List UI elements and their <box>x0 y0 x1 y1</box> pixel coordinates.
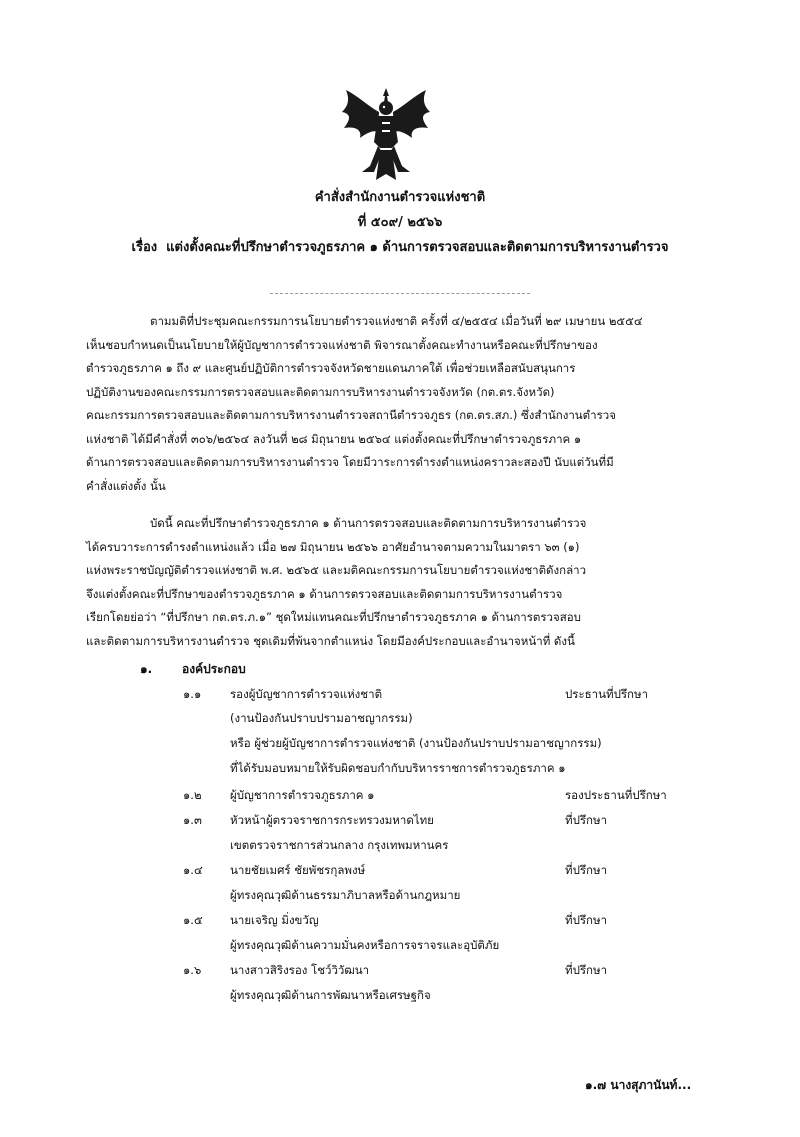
paragraph-line: แห่งชาติ ได้มีคำสั่งที่ ๓๐๖/๒๕๖๔ ลงวันที่ ๒๘ มิถุนายน ๒๕๖๔ แต่งตั้งคณะที่ปรึกษาตำรวจภูธรภาค ๑ <box>86 431 582 446</box>
member-role: ที่ปรึกษา <box>565 963 608 977</box>
member-detail: เขตตรวจราชการส่วนกลาง กรุงเทพมหานคร <box>230 838 449 852</box>
paragraph-line: คณะกรรมการตรวจสอบและติดตามการบริหารงานตำรวจสถานีตำรวจภูธร (กต.ตร.สภ.) ซึ่งสำนักงานตำรวจ <box>86 408 616 422</box>
member-number: ๑.๓ <box>183 813 202 827</box>
member-name: รองผู้บัญชาการตำรวจแห่งชาติ <box>230 687 383 701</box>
member-detail: ที่ได้รับมอบหมายให้รับผิดชอบกำกับบริหารราชการตำรวจภูธรภาค ๑ <box>230 761 566 775</box>
member-number: ๑.๑ <box>183 687 202 701</box>
page-continuation: ๑.๗ นางสุภานันท์... <box>585 1078 692 1092</box>
paragraph-line: แห่งพระราชบัญญัติตำรวจแห่งชาติ พ.ศ. ๒๕๖๕ และมติคณะกรรมการนโยบายตำรวจแห่งชาติดังกล่าว <box>86 563 587 577</box>
member-role: รองประธานที่ปรึกษา <box>565 788 667 802</box>
paragraph-line: จึงแต่งตั้งคณะที่ปรึกษาของตำรวจภูธรภาค ๑ ด้านการตรวจสอบและติดตามการบริหารงานตำรวจ <box>86 586 563 601</box>
member-detail: ผู้ทรงคุณวุฒิด้านการพัฒนาหรือเศรษฐกิจ <box>230 988 431 1002</box>
member-detail: ผู้ทรงคุณวุฒิด้านความมั่นคงหรือการจราจรและอุบัติภัย <box>230 938 500 952</box>
paragraph-background <box>86 310 706 498</box>
member-role: ประธานที่ปรึกษา <box>565 687 649 701</box>
section-title: องค์ประกอบ <box>182 662 246 676</box>
paragraph-line: ปฏิบัติงานของคณะกรรมการตรวจสอบและติดตามการบริหารงานตำรวจจังหวัด (กต.ตร.จังหวัด) <box>86 384 555 399</box>
order-title: คำสั่งสำนักงานตำรวจแห่งชาติ <box>314 190 486 205</box>
member-number: ๑.๔ <box>183 863 203 877</box>
subject-text: แต่งตั้งคณะที่ปรึกษาตำรวจภูธรภาค ๑ ด้านการตรวจสอบและติดตามการบริหารงานตำรวจ <box>166 240 669 255</box>
member-detail: หรือ ผู้ช่วยผู้บัญชาการตำรวจแห่งชาติ (งานป้องกันปราบปรามอาชญากรรม) <box>230 736 602 750</box>
separator-line <box>270 293 530 294</box>
member-name: นายเจริญ มิ่งขวัญ <box>230 913 319 927</box>
paragraph-line: เห็นชอบกำหนดเป็นนโยบายให้ผู้บัญชาการตำรวจแห่งชาติ พิจารณาตั้งคณะทำงานหรือคณะที่ปรึกษาของ <box>86 337 598 352</box>
member-name: ผู้บัญชาการตำรวจภูธรภาค ๑ <box>230 788 375 802</box>
member-name: นายชัยเมศร์ ชัยพัชรกุลพงษ์ <box>230 863 366 877</box>
order-number: ที่ ๕๐๙/ ๒๕๖๖ <box>357 215 443 230</box>
paragraph-appointment <box>86 512 706 653</box>
member-role: ที่ปรึกษา <box>565 863 608 877</box>
section-heading <box>140 660 246 679</box>
paragraph-line: คำสั่งแต่งตั้ง นั้น <box>86 478 166 493</box>
paragraph-line: เรียกโดยย่อว่า “ที่ปรึกษา กต.ตร.ภ.๑” ชุดใหม่แทนคณะที่ปรึกษาตำรวจภูธรภาค ๑ ด้านการตรวจสอบ <box>86 610 581 624</box>
member-detail: ผู้ทรงคุณวุฒิด้านธรรมาภิบาลหรือด้านกฎหมาย <box>230 888 461 902</box>
member-number: ๑.๕ <box>183 913 203 927</box>
member-name: นางสาวสิริงรอง โชว์วิวัฒนา <box>230 963 370 977</box>
member-role: ที่ปรึกษา <box>565 913 608 927</box>
paragraph-line: ตามมติที่ประชุมคณะกรรมการนโยบายตำรวจแห่งชาติ ครั้งที่ ๔/๒๕๕๔ เมื่อวันที่ ๒๙ เมษายน ๒๕๕๔ <box>150 314 643 328</box>
garuda-emblem-icon <box>340 86 432 182</box>
paragraph-line: ได้ครบวาระการดำรงตำแหน่งแล้ว เมื่อ ๒๗ มิถุนายน ๒๕๖๖ อาศัยอำนาจตามความในมาตรา ๖๓ (๑) <box>86 539 580 554</box>
member-detail: (งานป้องกันปราบปรามอาชญากรรม) <box>230 711 413 725</box>
subject-label: เรื่อง <box>131 240 158 255</box>
member-number: ๑.๖ <box>183 963 202 977</box>
order-subject <box>0 238 800 258</box>
paragraph-line: บัดนี้ คณะที่ปรึกษาตำรวจภูธรภาค ๑ ด้านการตรวจสอบและติดตามการบริหารงานตำรวจ <box>150 516 587 530</box>
member-name: หัวหน้าผู้ตรวจราชการกระทรวงมหาดไทย <box>230 813 434 827</box>
paragraph-line: ด้านการตรวจสอบและติดตามการบริหารงานตำรวจ โดยมีวาระการดำรงตำแหน่งคราวละสองปี นับแต่วันที่มี <box>86 455 614 469</box>
paragraph-line: และติดตามการบริหารงานตำรวจ ชุดเดิมที่พ้นจากตำแหน่ง โดยมีองค์ประกอบและอำนาจหน้าที่ ดังนี้ <box>86 633 575 648</box>
member-role: ที่ปรึกษา <box>565 813 608 827</box>
paragraph-line: ตำรวจภูธรภาค ๑ ถึง ๙ และศูนย์ปฏิบัติการตำรวจจังหวัดชายแดนภาคใต้ เพื่อช่วยเหลือสนับสนุนการ <box>86 361 576 375</box>
member-number: ๑.๒ <box>183 788 202 802</box>
section-number: ๑. <box>140 662 153 676</box>
